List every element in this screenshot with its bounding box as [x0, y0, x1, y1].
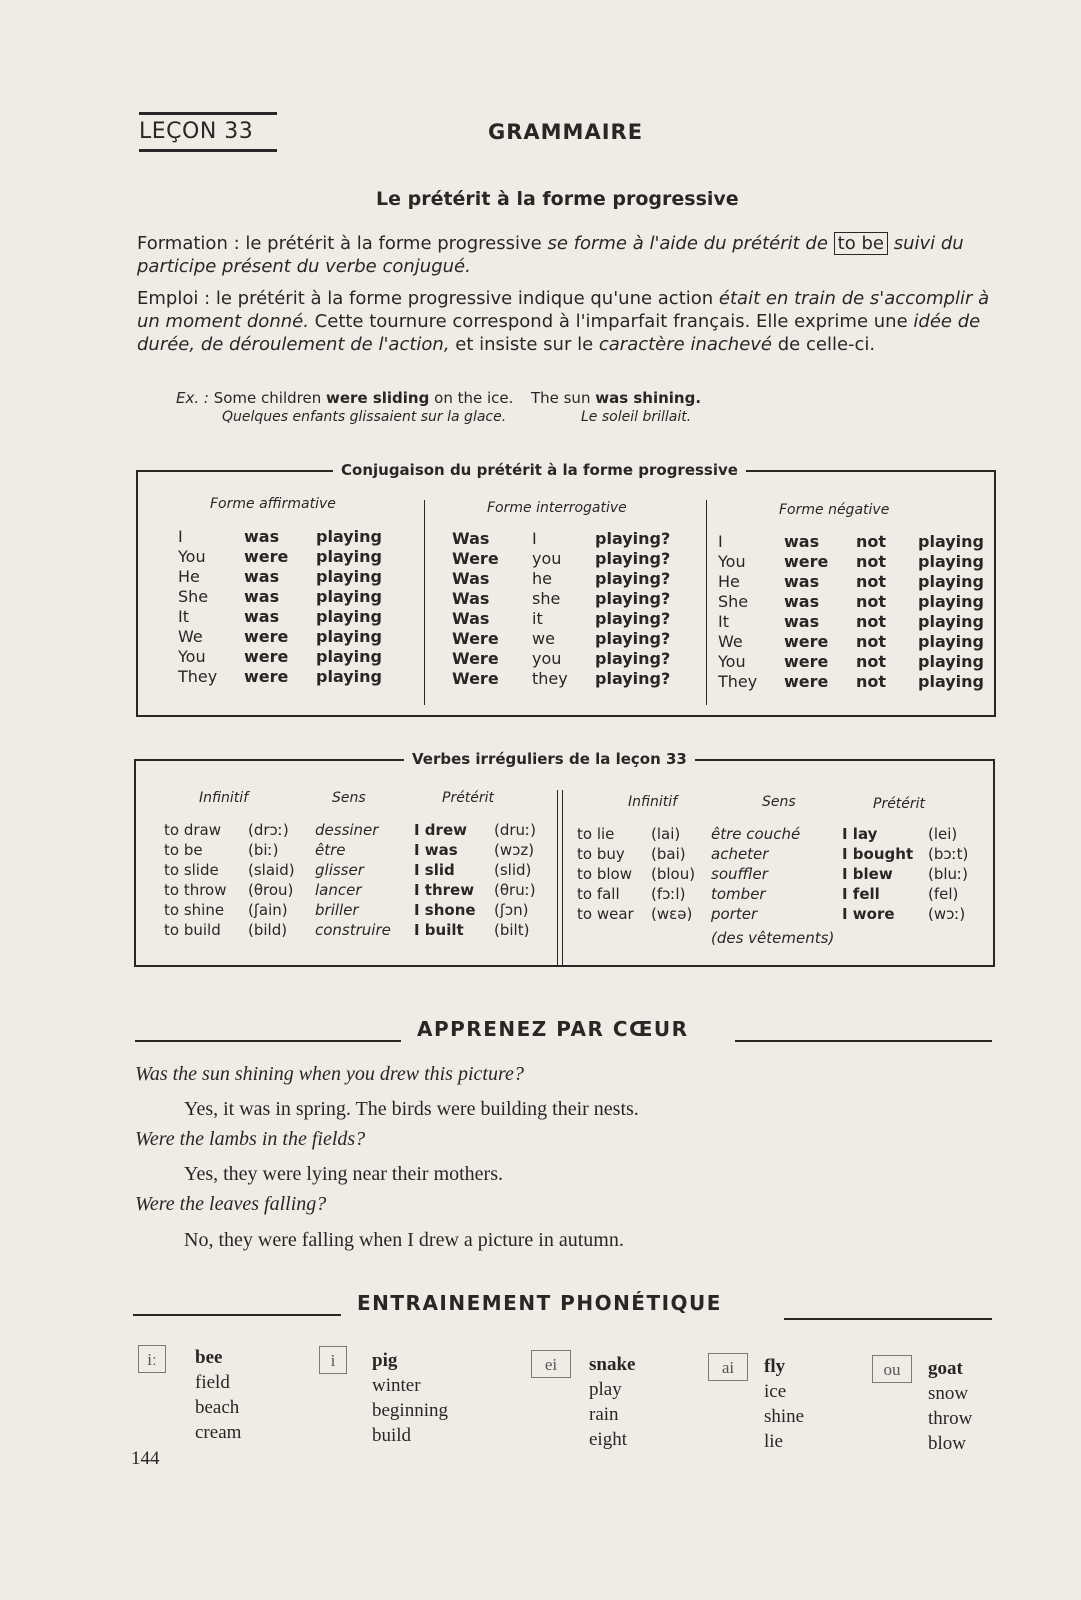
table-cell: playing [918, 532, 984, 551]
dialogue-answer: No, they were falling when I drew a picture in autumn. [184, 1229, 624, 1251]
table-cell: playing [918, 592, 984, 611]
table-cell: (druː) [494, 821, 536, 839]
table-cell: playing? [595, 609, 671, 628]
header-sens: Sens [762, 794, 796, 810]
table-cell: to lie [577, 825, 615, 843]
table-cell: You [178, 647, 206, 666]
table-cell: were [244, 647, 289, 666]
table-cell: She [178, 587, 209, 606]
table-row [178, 547, 382, 567]
table-cell: They [178, 667, 218, 686]
phonetic-word: snake [589, 1354, 636, 1375]
example-s1-a: Some children [213, 389, 322, 407]
table-cell: I [178, 527, 183, 546]
phonetic-word: field [195, 1372, 230, 1393]
table-cell: tomber [711, 885, 766, 903]
page-number: 144 [131, 1448, 160, 1469]
double-divider [557, 790, 563, 965]
dialogue-question: Was the sun shining when you drew this picture? [135, 1063, 524, 1085]
table-cell: I [718, 532, 723, 551]
table-cell: playing [918, 632, 984, 651]
table-row [164, 920, 536, 940]
table-cell: We [178, 627, 203, 646]
table-row [577, 904, 968, 924]
rule-line [135, 1040, 401, 1042]
table-cell: playing [918, 652, 984, 671]
table-row [164, 880, 536, 900]
table-cell: playing [918, 552, 984, 571]
table-row [452, 569, 670, 589]
table-cell: (ʃɔn) [494, 901, 529, 919]
table-cell: Was [452, 609, 490, 628]
table-cell: We [718, 632, 743, 651]
table-cell: (fɔːl) [651, 885, 686, 903]
table-cell: (wɔː) [928, 905, 966, 923]
table-cell: I shone [414, 901, 476, 919]
table-cell: porter [711, 905, 758, 923]
table-row [718, 592, 984, 612]
emploi-text-1: le prétérit à la forme progressive indique qu'une action [215, 288, 714, 309]
table-cell: playing [316, 667, 382, 686]
table-cell: not [856, 652, 887, 671]
learn-title: APPRENEZ PAR CŒUR [417, 1017, 689, 1041]
table-cell: (bɔːt) [928, 845, 969, 863]
table-cell: playing? [595, 589, 671, 608]
table-cell: to slide [164, 861, 219, 879]
header-negative: Forme négative [779, 502, 890, 518]
table-row [178, 647, 382, 667]
dialogue-answer: Yes, it was in spring. The birds were building their nests. [184, 1098, 639, 1120]
table-cell: it [532, 609, 543, 628]
irregular-verbs-right [577, 824, 968, 924]
table-cell: It [718, 612, 729, 631]
table-cell: (bai) [651, 845, 686, 863]
table-cell: was [784, 572, 820, 591]
table-cell: playing [918, 672, 984, 691]
table-cell: (wɛə) [651, 905, 693, 923]
table-cell: You [718, 552, 746, 571]
phonetic-word: cream [195, 1422, 242, 1443]
table-row [452, 629, 670, 649]
table-row [452, 609, 670, 629]
phonetic-word-list [589, 1352, 635, 1452]
table-cell: was [784, 592, 820, 611]
table-cell: (biː) [248, 841, 279, 859]
table-cell: to be [164, 841, 203, 859]
table-cell: dessiner [315, 821, 379, 839]
table-cell: playing [316, 547, 382, 566]
phonetic-word-list [372, 1348, 448, 1448]
table-cell: was [784, 612, 820, 631]
section-title-grammar: GRAMMAIRE [488, 120, 644, 144]
table-cell: not [856, 592, 887, 611]
table-cell: not [856, 532, 887, 551]
irregular-verbs-title: Verbes irréguliers de la leçon 33 [404, 750, 695, 768]
table-cell: souffler [711, 865, 768, 883]
table-cell: playing [316, 527, 382, 546]
table-cell: playing? [595, 649, 671, 668]
table-cell: (lai) [651, 825, 681, 843]
emploi-text-4: de celle-ci. [777, 334, 876, 355]
example-french-2: Le soleil brillait. [581, 409, 692, 425]
table-cell: to fall [577, 885, 620, 903]
table-cell: to buy [577, 845, 625, 863]
table-cell: to throw [164, 881, 227, 899]
table-cell: playing [316, 647, 382, 666]
table-row [164, 840, 536, 860]
emploi-italic-3: caractère inachevé [598, 334, 773, 355]
table-cell: she [532, 589, 561, 608]
table-cell: I threw [414, 881, 475, 899]
table-cell: They [718, 672, 758, 691]
phonetic-symbol-box: iː [138, 1345, 166, 1373]
table-cell: It [178, 607, 189, 626]
example-label: Ex. : [176, 389, 209, 407]
negative-table [718, 532, 984, 692]
table-cell: I blew [842, 865, 893, 883]
emploi-italic-2: idée de durée, de déroulement de l'action, [137, 311, 981, 355]
affirmative-table [178, 527, 382, 687]
table-cell: playing? [595, 669, 671, 688]
phonetic-word: throw [928, 1408, 973, 1429]
formation-text-italic: se forme à l'aide du prétérit de [547, 233, 828, 254]
phonetic-symbol-box: ei [531, 1350, 571, 1378]
table-cell: to build [164, 921, 221, 939]
rule-line [133, 1314, 341, 1316]
table-cell: to shine [164, 901, 225, 919]
table-row [178, 587, 382, 607]
table-row [718, 652, 984, 672]
table-cell: to wear [577, 905, 634, 923]
phonetic-word-list [764, 1354, 804, 1454]
table-cell: I was [414, 841, 458, 859]
table-cell: were [784, 652, 829, 671]
table-cell: I bought [842, 845, 914, 863]
header-preterit: Prétérit [873, 796, 926, 812]
table-row [718, 552, 984, 572]
phonetic-word: shine [764, 1406, 805, 1427]
table-cell: were [244, 547, 289, 566]
phonetic-symbol-box: ai [708, 1353, 748, 1381]
table-cell: playing? [595, 569, 671, 588]
table-cell: glisser [315, 861, 364, 879]
table-cell: I drew [414, 821, 467, 839]
table-cell: (ʃain) [248, 901, 288, 919]
formation-paragraph [137, 232, 997, 278]
table-cell: playing [918, 572, 984, 591]
header-infinitif: Infinitif [199, 790, 249, 806]
table-cell: you [532, 649, 562, 668]
table-cell: playing [918, 612, 984, 631]
table-cell: être couché [711, 825, 801, 843]
phonetic-word: snow [928, 1383, 969, 1404]
example-s2-b: was shining. [595, 389, 702, 407]
table-cell: were [244, 667, 289, 686]
table-cell: we [532, 629, 555, 648]
phonetic-symbol-box: i [319, 1346, 347, 1374]
dialogue-question: Were the leaves falling? [135, 1193, 327, 1215]
phonetic-word: build [372, 1425, 412, 1446]
table-cell: I lay [842, 825, 878, 843]
header-preterit: Prétérit [442, 790, 495, 806]
wear-note: (des vêtements) [711, 929, 835, 947]
table-cell: (bluː) [928, 865, 968, 883]
table-cell: to draw [164, 821, 221, 839]
formation-text-italic-2: suivi du participe présent du verbe conjugué. [137, 233, 964, 277]
table-row [164, 860, 536, 880]
phonetic-word: play [589, 1379, 622, 1400]
phonetic-word: beach [195, 1397, 240, 1418]
table-row [718, 612, 984, 632]
header-interrogative: Forme interrogative [487, 500, 627, 516]
table-cell: I wore [842, 905, 895, 923]
table-cell: Were [452, 549, 499, 568]
table-row [452, 529, 670, 549]
header-affirmative: Forme affirmative [210, 496, 336, 512]
emploi-label: Emploi : [137, 288, 211, 309]
table-cell: Were [452, 669, 499, 688]
example-french-1: Quelques enfants glissaient sur la glace. [222, 409, 507, 425]
table-cell: I fell [842, 885, 880, 903]
table-row [452, 669, 670, 689]
table-row [577, 824, 968, 844]
table-row [178, 627, 382, 647]
table-row [452, 549, 670, 569]
table-cell: construire [315, 921, 391, 939]
example-s1-c: on the ice. [434, 389, 514, 407]
divider [706, 500, 707, 705]
emploi-paragraph [137, 287, 997, 356]
phonetic-word: pig [372, 1350, 398, 1371]
table-row [452, 649, 670, 669]
table-cell: (θruː) [494, 881, 536, 899]
table-cell: (slaid) [248, 861, 295, 879]
table-row [452, 589, 670, 609]
table-row [178, 567, 382, 587]
table-cell: (blou) [651, 865, 696, 883]
table-cell: were [784, 632, 829, 651]
table-cell: Was [452, 529, 490, 548]
table-row [164, 820, 536, 840]
table-cell: (bild) [248, 921, 288, 939]
table-row [178, 607, 382, 627]
formation-label: Formation : [137, 233, 240, 254]
table-cell: He [718, 572, 740, 591]
table-row [577, 864, 968, 884]
table-cell: (drɔː) [248, 821, 289, 839]
table-cell: he [532, 569, 552, 588]
table-cell: Was [452, 589, 490, 608]
dialogue-question: Were the lambs in the fields? [135, 1128, 366, 1150]
table-cell: He [178, 567, 200, 586]
table-row [164, 900, 536, 920]
table-row [718, 672, 984, 692]
phonetic-word: goat [928, 1358, 963, 1379]
table-cell: Were [452, 649, 499, 668]
table-cell: not [856, 612, 887, 631]
table-cell: you [532, 549, 562, 568]
table-cell: I built [414, 921, 464, 939]
table-cell: were [784, 672, 829, 691]
table-cell: was [244, 607, 280, 626]
rule-line [735, 1040, 992, 1042]
table-cell: was [784, 532, 820, 551]
header-sens: Sens [332, 790, 366, 806]
table-cell: (θrou) [248, 881, 294, 899]
table-row [718, 572, 984, 592]
interrogative-table [452, 529, 670, 689]
table-cell: (wɔz) [494, 841, 535, 859]
table-cell: were [244, 627, 289, 646]
table-cell: playing? [595, 549, 671, 568]
phonetic-symbol-box: ou [872, 1355, 912, 1383]
phonetic-word: lie [764, 1431, 783, 1452]
phonetics-title: ENTRAINEMENT PHONÉTIQUE [357, 1291, 722, 1315]
rule-line [784, 1318, 992, 1320]
phonetic-word: eight [589, 1429, 627, 1450]
table-cell: to blow [577, 865, 632, 883]
phonetic-word: rain [589, 1404, 619, 1425]
table-cell: Was [452, 569, 490, 588]
table-cell: You [718, 652, 746, 671]
dialogue-answer: Yes, they were lying near their mothers. [184, 1163, 504, 1185]
table-cell: She [718, 592, 749, 611]
conjugation-title: Conjugaison du prétérit à la forme progressive [333, 461, 746, 479]
table-cell: playing [316, 587, 382, 606]
table-cell: I [532, 529, 537, 548]
table-cell: Were [452, 629, 499, 648]
table-cell: (fel) [928, 885, 959, 903]
table-cell: acheter [711, 845, 769, 863]
emploi-text-2: Cette tournure correspond à l'imparfait français. Elle exprime une [314, 311, 908, 332]
table-cell: (slid) [494, 861, 532, 879]
boxed-to-be: to be [834, 232, 888, 255]
table-cell: I slid [414, 861, 455, 879]
table-row [718, 532, 984, 552]
header-infinitif: Infinitif [628, 794, 678, 810]
table-cell: were [784, 552, 829, 571]
emploi-italic-1: était en train de s'accomplir à un moment donné. [137, 288, 990, 332]
table-cell: playing? [595, 529, 671, 548]
phonetic-word: winter [372, 1375, 421, 1396]
table-cell: playing? [595, 629, 671, 648]
table-cell: playing [316, 627, 382, 646]
irregular-verbs-left [164, 820, 536, 940]
formation-text: le prétérit à la forme progressive [245, 233, 542, 254]
phonetic-word-list [195, 1345, 241, 1445]
phonetic-word: ice [764, 1381, 787, 1402]
table-row [718, 632, 984, 652]
table-cell: briller [315, 901, 359, 919]
example-s2-a: The sun [530, 389, 591, 407]
table-row [178, 667, 382, 687]
table-cell: not [856, 632, 887, 651]
table-row [577, 844, 968, 864]
example-english [176, 388, 701, 409]
table-cell: they [532, 669, 568, 688]
phonetic-word: blow [928, 1433, 966, 1454]
table-cell: playing [316, 607, 382, 626]
table-cell: playing [316, 567, 382, 586]
divider [424, 500, 425, 705]
table-cell: not [856, 572, 887, 591]
table-cell: (lei) [928, 825, 958, 843]
example-s1-b: were sliding [326, 389, 430, 407]
grammar-subtitle: Le prétérit à la forme progressive [376, 188, 739, 210]
table-cell: not [856, 672, 887, 691]
phonetic-word: bee [195, 1347, 223, 1368]
table-cell: lancer [315, 881, 362, 899]
table-cell: was [244, 567, 280, 586]
table-cell: You [178, 547, 206, 566]
phonetic-word: beginning [372, 1400, 448, 1421]
phonetic-word-list [928, 1356, 972, 1456]
table-cell: was [244, 527, 280, 546]
emploi-text-3: et insiste sur le [455, 334, 594, 355]
table-cell: not [856, 552, 887, 571]
table-row [178, 527, 382, 547]
table-cell: être [315, 841, 346, 859]
phonetic-word: fly [764, 1356, 786, 1377]
table-cell: was [244, 587, 280, 606]
table-cell: (bilt) [494, 921, 530, 939]
table-row [577, 884, 968, 904]
lesson-title: LEÇON 33 [139, 112, 277, 152]
